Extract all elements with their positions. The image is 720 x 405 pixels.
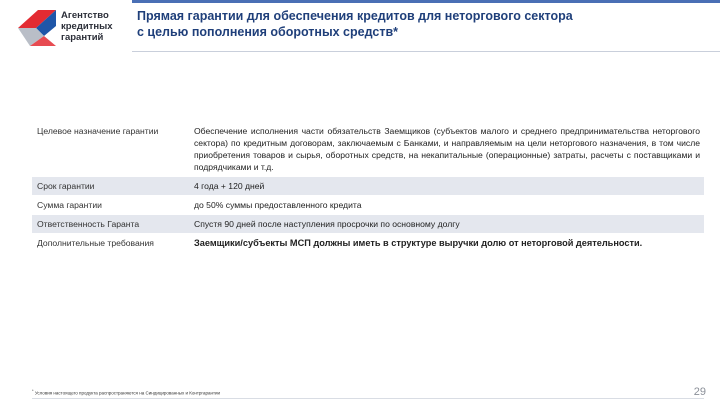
logo-mark-icon: [18, 8, 62, 48]
row-label: Срок гарантии: [32, 177, 189, 196]
page-title-line-1: Прямая гарантии для обеспечения кредитов для неторгового сектора: [137, 9, 573, 23]
row-value: Обеспечение исполнения части обязательств Заемщиков (субъектов малого и среднего предпринимательства неторгового сектора) по кредитным договорам, заключаемым с Банками, и направляемым на цели неторгового назначения, в том числе приобретения товаров и сырья, оборотных средств, на некапитальные (операционные) затраты, расчеты с поставщиками и подрядчиками и т.д.: [189, 122, 704, 177]
footnote: [32, 388, 220, 396]
page-title-line-2: с целью пополнения оборотных средств*: [137, 25, 398, 39]
table-row: [32, 234, 704, 253]
row-value: Заемщики/субъекты МСП должны иметь в структуре выручки долю от неторговой деятельности.: [189, 234, 704, 253]
table-row: [32, 196, 704, 215]
guarantee-terms-table: [32, 122, 704, 253]
table-row: [32, 177, 704, 196]
row-value: до 50% суммы предоставленного кредита: [189, 196, 704, 215]
brand-name: [61, 10, 113, 43]
row-label: Ответственность Гаранта: [32, 215, 189, 234]
page-number: 29: [693, 386, 706, 398]
page-title: [137, 8, 657, 40]
row-label: Дополнительные требования: [32, 234, 189, 253]
table-row: [32, 215, 704, 234]
header-divider: [132, 51, 720, 52]
brand-name-line-2: кредитных: [61, 21, 113, 32]
brand-name-line-3: гарантий: [61, 32, 104, 43]
footnote-text: Условия настоящего продукта распространяются на Синдицированных и Контргарантии: [34, 390, 221, 396]
brand-name-line-1: Агентство: [61, 10, 109, 21]
table-row: [32, 122, 704, 177]
row-value: 4 года + 120 дней: [189, 177, 704, 196]
row-value: Спустя 90 дней после наступления просрочки по основному долгу: [189, 215, 704, 234]
footer-divider: [32, 398, 704, 399]
row-label: Сумма гарантии: [32, 196, 189, 215]
row-label: Целевое назначение гарантии: [32, 122, 189, 177]
footnote-marker: *: [32, 388, 34, 393]
